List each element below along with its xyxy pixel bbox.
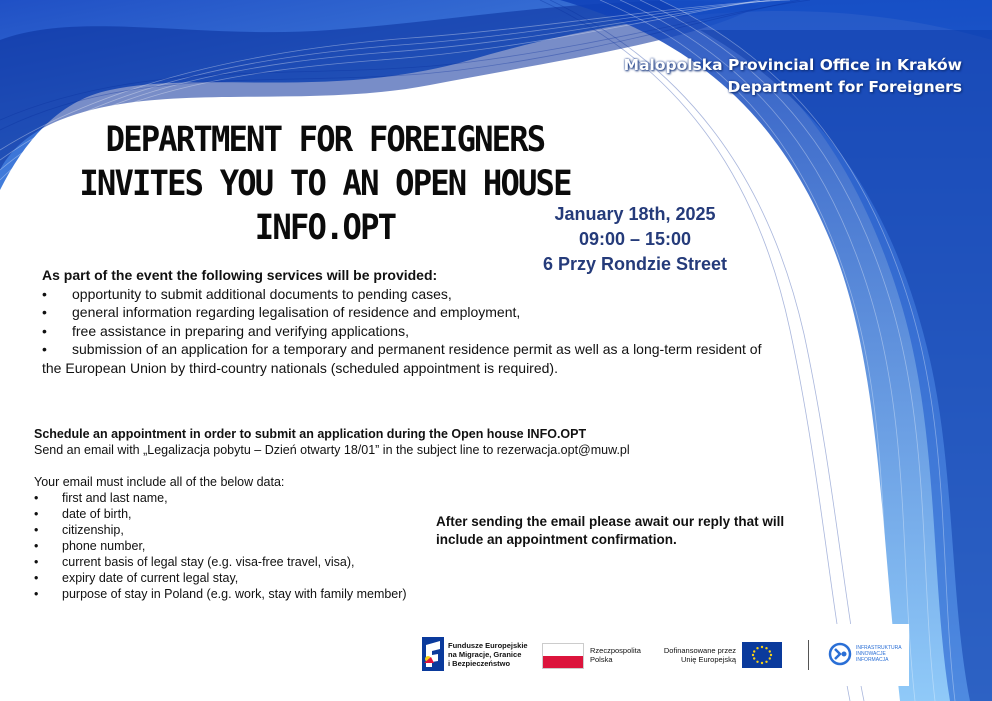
logo-line: Rzeczpospolita xyxy=(590,646,641,655)
event-time: 09:00 – 15:00 xyxy=(578,229,692,249)
event-address: 6 Przy Rondzie Street xyxy=(542,254,728,274)
logo-line: INNOWACJE xyxy=(856,651,886,657)
list-item-text: free assistance in preparing and verifying applications, xyxy=(72,322,409,339)
office-department: Department for Foreigners xyxy=(727,78,962,96)
title-line-1: DEPARTMENT FOR FOREIGNERS xyxy=(105,120,545,160)
list-item-text: purpose of stay in Poland (e.g. work, stay with family member) xyxy=(62,587,407,601)
list-item-text: date of birth, xyxy=(62,507,132,521)
list-item xyxy=(42,340,782,359)
confirmation-notice: After sending the email please await our reply that will include an appointment confirmation. xyxy=(436,514,785,547)
email-instruction: Send an email with „Legalizacja pobytu – Dzień otwarty 18/01” in the subject line to rezerwacja.opt@muw.pl xyxy=(34,443,630,457)
list-item xyxy=(34,586,674,602)
poland-logo-text xyxy=(590,646,641,664)
logo-line: Fundusze Europejskie xyxy=(448,641,528,650)
logo-divider xyxy=(808,640,809,670)
bullet: • xyxy=(42,322,47,339)
list-item-text: submission of an application for a temporary and permanent residence permit as well as a long-term resident of xyxy=(72,341,762,357)
infrastructure-icon xyxy=(828,641,852,667)
bullet: • xyxy=(42,304,47,320)
funds-logo-text xyxy=(448,641,528,668)
eu-funds-icon xyxy=(422,637,444,671)
logo-line: i Bezpieczeństwo xyxy=(448,659,511,668)
list-item xyxy=(42,322,782,341)
bullet: • xyxy=(34,555,39,569)
infrastructure-logo-text xyxy=(856,645,902,663)
logo-line: na Migracje, Granice xyxy=(448,650,522,659)
list-item-text: phone number, xyxy=(62,539,146,553)
list-item xyxy=(42,285,782,304)
list-item xyxy=(42,303,782,322)
list-item-text: opportunity to submit additional documents to pending cases, xyxy=(72,285,452,302)
bullet: • xyxy=(34,491,39,505)
eu-flag-icon xyxy=(742,642,782,668)
list-item-text: general information regarding legalisation of residence and employment, xyxy=(72,304,521,320)
poland-flag-icon xyxy=(542,643,584,669)
list-item-text: citizenship, xyxy=(62,523,124,537)
email-requirements-intro: Your email must include all of the below data: xyxy=(34,475,285,489)
list-item-continuation: the European Union by third-country nationals (scheduled appointment is required). xyxy=(42,359,558,376)
list-item-text: expiry date of current legal stay, xyxy=(62,571,239,585)
list-item-text: first and last name, xyxy=(62,491,168,505)
bullet: • xyxy=(34,523,39,537)
cofunded-logo-text xyxy=(660,646,736,664)
page-title xyxy=(63,118,587,250)
list-item-text: current basis of legal stay (e.g. visa-free travel, visa), xyxy=(62,555,355,569)
logo-line: Dofinansowane przez xyxy=(663,646,736,655)
bullet: • xyxy=(42,285,47,302)
logo-line: Polska xyxy=(590,655,613,664)
bullet: • xyxy=(42,341,47,357)
list-item xyxy=(34,570,674,586)
bullet: • xyxy=(34,587,39,601)
schedule-heading: Schedule an appointment in order to submit an application during the Open house INFO.OPT xyxy=(34,427,587,441)
event-date: January 18th, 2025 xyxy=(554,204,716,224)
list-item xyxy=(34,554,674,570)
logo-line: INFRASTRUKTURA xyxy=(856,645,902,651)
title-line-2: INVITES YOU TO AN OPEN HOUSE INFO.OPT xyxy=(79,164,571,248)
bullet: • xyxy=(34,571,39,585)
bullet: • xyxy=(34,539,39,553)
logo-line: Unię Europejską xyxy=(680,655,736,664)
funding-logos xyxy=(412,624,909,686)
office-header xyxy=(624,54,962,98)
services-heading: As part of the event the following services will be provided: xyxy=(42,267,438,283)
bullet: • xyxy=(34,507,39,521)
list-item xyxy=(34,490,674,506)
logo-line: INFORMACJA xyxy=(856,657,889,663)
office-name: Malopolska Provincial Office in Kraków xyxy=(623,56,962,74)
services-section xyxy=(42,266,782,377)
